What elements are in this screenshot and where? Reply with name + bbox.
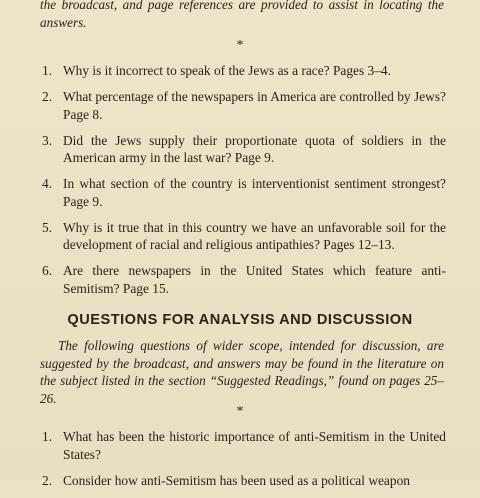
question-number: 4. [42, 176, 53, 191]
question-text: Did the Jews supply their proportionate quota of soldiers in the American army in the last war? Page 9. [63, 132, 446, 165]
intro-fragment: the broadcast, and page references are provided to assist in locating the answers. [40, 0, 444, 30]
separator-asterisk: * [236, 38, 244, 53]
factual-questions-list [42, 62, 446, 306]
list-item [42, 175, 446, 210]
question-number: 6. [42, 263, 53, 278]
question-text: What percentage of the newspapers in America are controlled by Jews? Page 8. [63, 89, 446, 122]
list-item [42, 262, 446, 297]
list-item [42, 62, 446, 80]
question-text: What has been the historic importance of anti-Semitism in the United States? [63, 429, 446, 462]
section-intro: The following questions of wider scope, intended for discussion, are suggested by the broadcast, and answers may be found in the literature on the subject listed in the section “Suggested Readings,” found on pages 25–26. [40, 338, 444, 406]
question-number: 5. [42, 219, 53, 235]
list-item [42, 472, 446, 490]
question-number: 2. [42, 472, 53, 488]
separator-asterisk-2: * [236, 404, 244, 419]
question-text: Consider how anti-Semitism has been used as a political weapon [63, 472, 410, 488]
question-number: 1. [42, 429, 53, 444]
list-item [42, 428, 446, 463]
list-item [42, 219, 446, 254]
section-heading: QUESTIONS FOR ANALYSIS AND DISCUSSION [67, 312, 413, 328]
question-text: Are there newspapers in the United States which feature anti-Semitism? Page 15. [63, 263, 446, 296]
list-item [42, 88, 446, 123]
question-number: 3. [42, 132, 53, 148]
question-text: Why is it incorrect to speak of the Jews as a race? Pages 3–4. [63, 63, 391, 78]
question-text: Why is it true that in this country we have an unfavorable soil for the development of racial and religious antipathies? Pages 12–13. [63, 219, 446, 252]
list-item [42, 132, 446, 167]
question-number: 2. [42, 89, 53, 104]
discussion-questions-list [42, 428, 446, 498]
question-text: In what section of the country is interventionist sentiment strongest? Page 9. [63, 176, 446, 209]
question-number: 1. [42, 63, 53, 78]
